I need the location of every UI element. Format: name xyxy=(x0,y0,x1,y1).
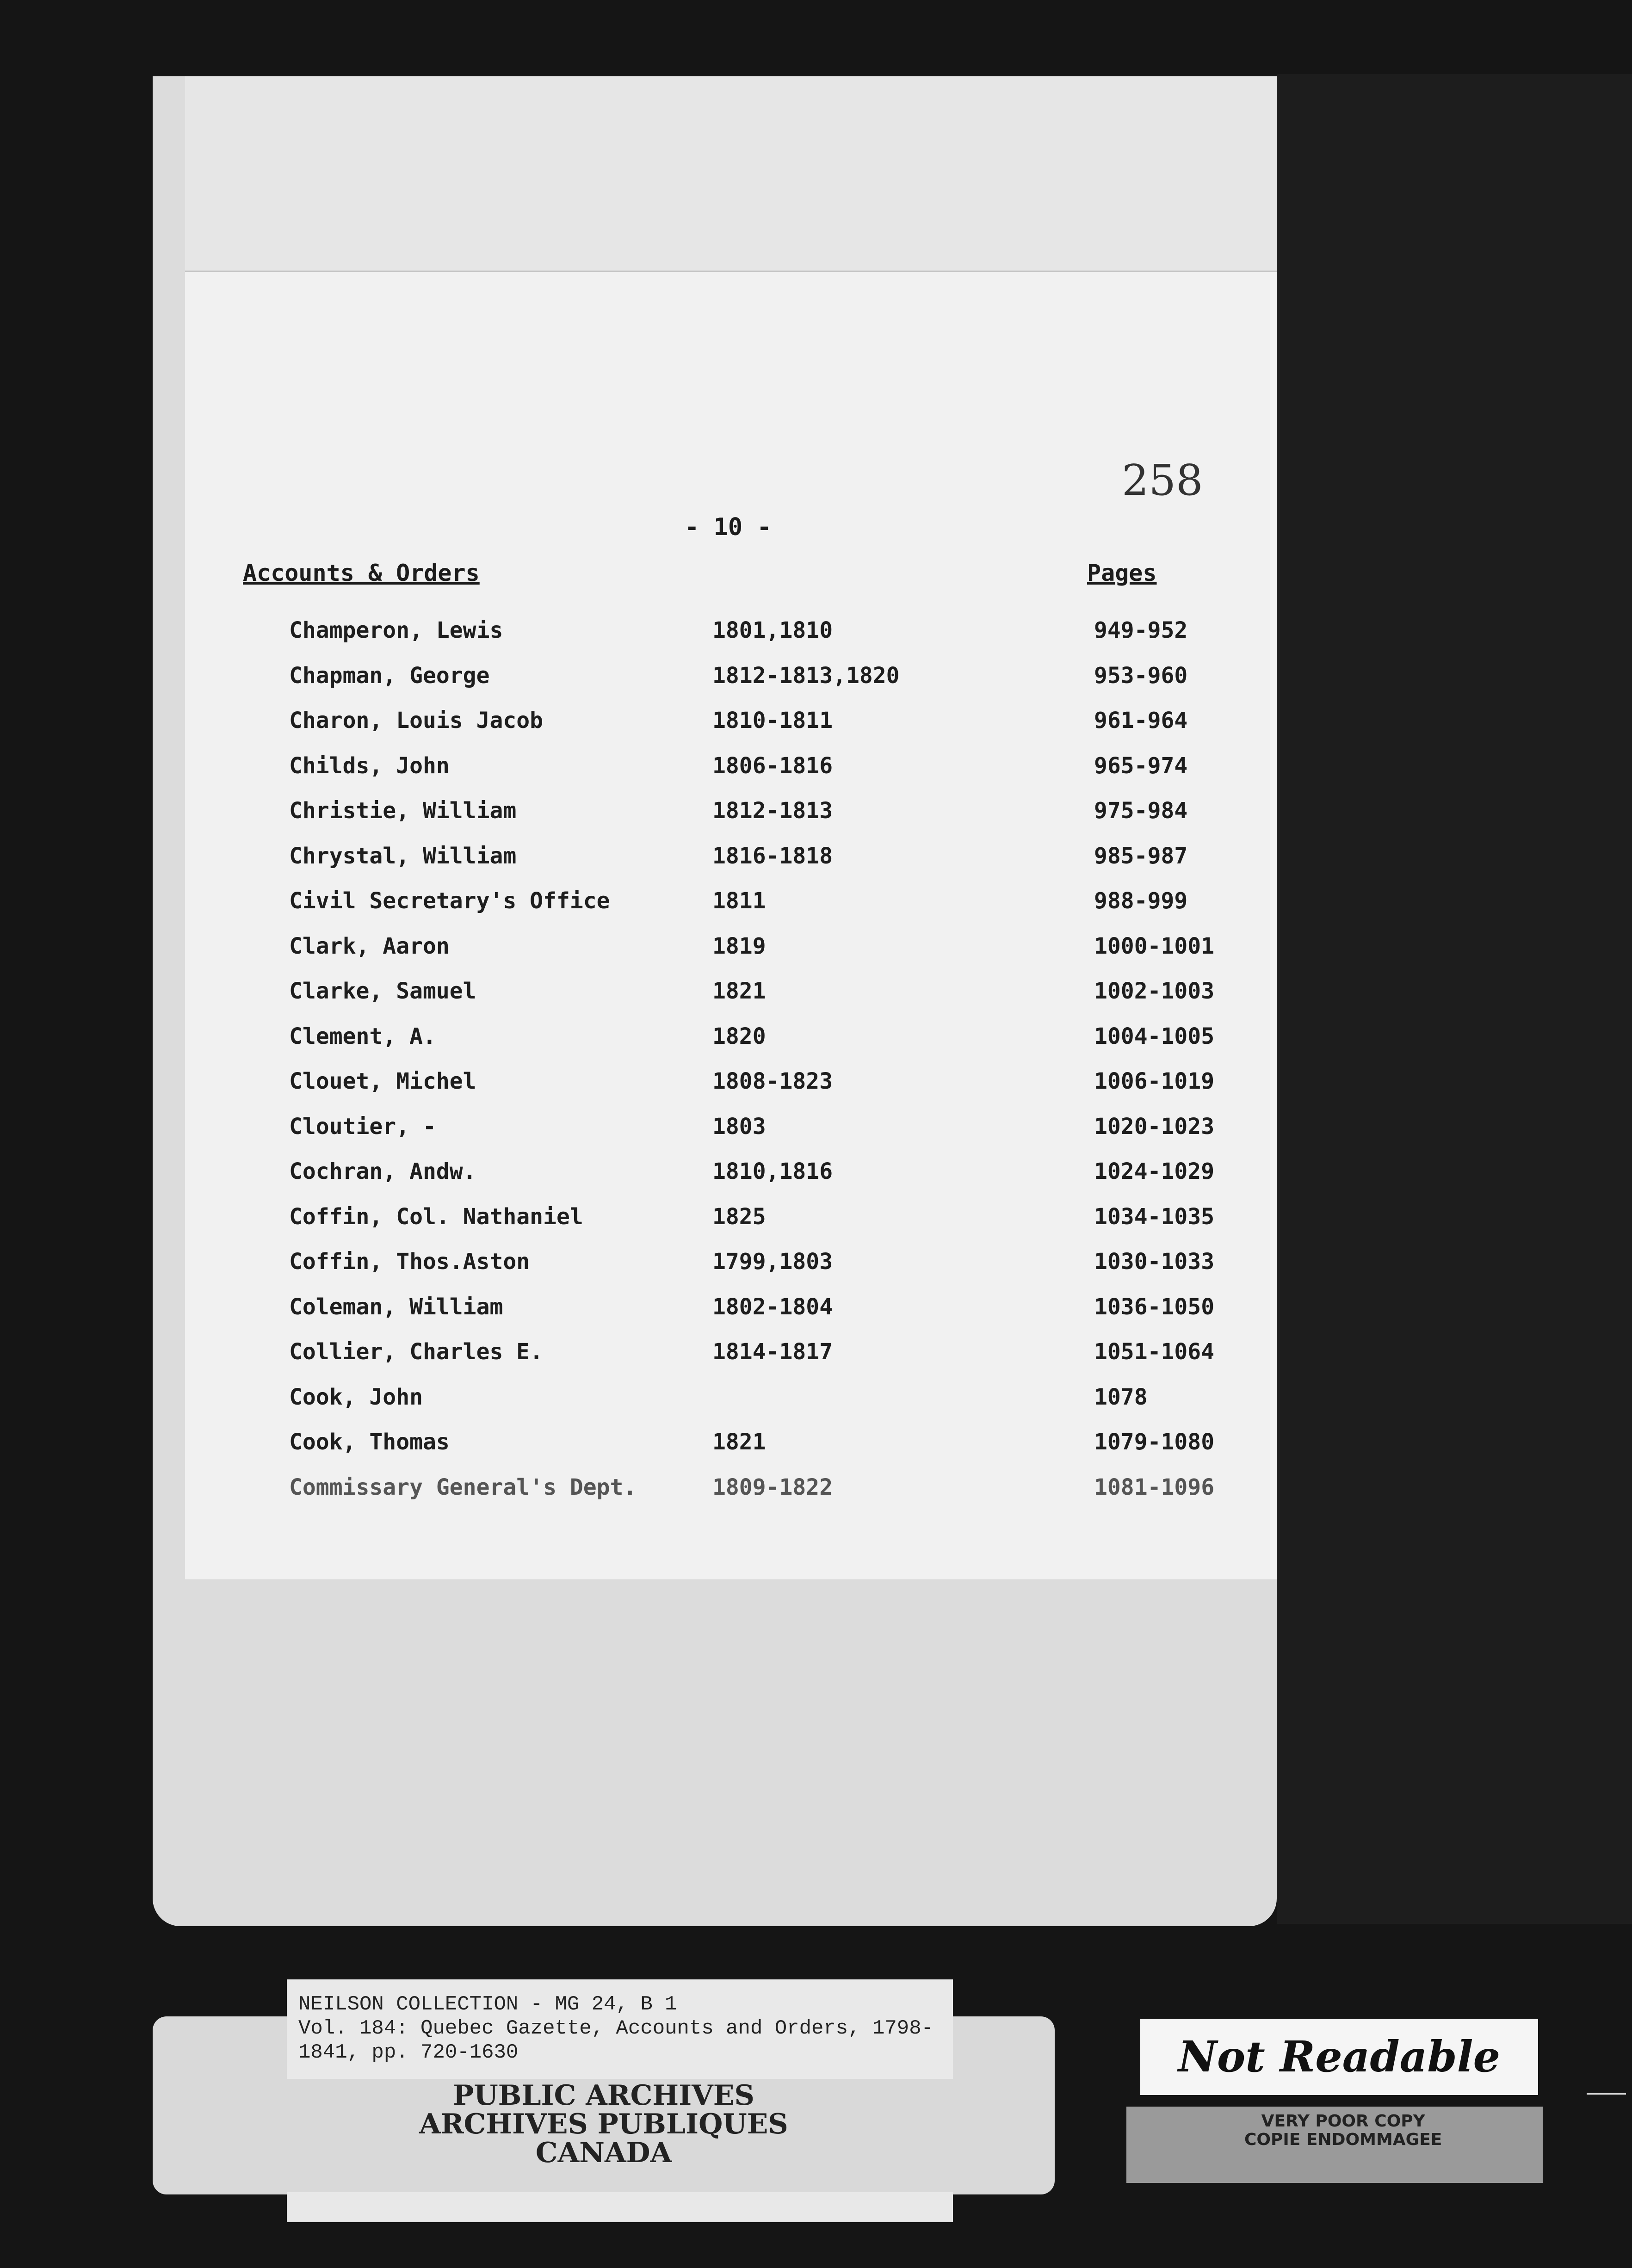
entry-name: Coffin, Thos.Aston xyxy=(289,1249,530,1275)
list-item xyxy=(185,798,1277,843)
entry-years: 1801,1810 xyxy=(712,617,833,643)
entry-pages: 949-952 xyxy=(1094,617,1188,643)
folio-number: 258 xyxy=(1122,456,1203,505)
entry-pages: 975-984 xyxy=(1094,798,1188,824)
list-item xyxy=(185,1023,1277,1069)
entry-pages: 1002-1003 xyxy=(1094,978,1215,1004)
list-item xyxy=(185,1249,1277,1294)
entry-pages: 1004-1005 xyxy=(1094,1023,1215,1049)
entry-years: 1803 xyxy=(712,1113,766,1140)
list-item xyxy=(185,1294,1277,1339)
entry-years: 1806-1816 xyxy=(712,752,833,779)
entry-years: 1814-1817 xyxy=(712,1339,833,1365)
entry-pages: 988-999 xyxy=(1094,888,1188,914)
list-item xyxy=(185,888,1277,933)
entry-name: Clement, A. xyxy=(289,1023,436,1049)
entry-years: 1825 xyxy=(712,1203,766,1230)
entry-years: 1820 xyxy=(712,1023,766,1049)
entry-years: 1811 xyxy=(712,888,766,914)
entry-pages: 965-974 xyxy=(1094,752,1188,779)
entry-name: Civil Secretary's Office xyxy=(289,888,610,914)
archives-line-1: PUBLIC ARCHIVES xyxy=(453,2079,754,2112)
list-item xyxy=(185,1204,1277,1249)
entry-name: Clark, Aaron xyxy=(289,933,450,959)
archives-line-3: CANADA xyxy=(535,2137,672,2169)
list-item xyxy=(185,663,1277,708)
list-item xyxy=(185,708,1277,753)
entry-pages: 1036-1050 xyxy=(1094,1294,1215,1320)
list-item xyxy=(185,1068,1277,1114)
list-item xyxy=(185,1159,1277,1204)
list-item xyxy=(185,1474,1277,1520)
entry-pages: 961-964 xyxy=(1094,708,1188,733)
entry-years: 1802-1804 xyxy=(712,1294,833,1320)
entries-list xyxy=(185,617,1277,1519)
entry-name: Collier, Charles E. xyxy=(289,1339,544,1365)
entry-name: Cook, Thomas xyxy=(289,1429,450,1455)
poor-copy-line-2: COPIE ENDOMMAGEE xyxy=(1244,2130,1442,2149)
entry-pages: 1030-1033 xyxy=(1094,1249,1215,1275)
entry-years: 1821 xyxy=(712,1429,766,1455)
edge-mark xyxy=(1587,2093,1626,2095)
list-item xyxy=(185,753,1277,798)
entry-pages: 1034-1035 xyxy=(1094,1203,1215,1230)
entry-name: Cook, John xyxy=(289,1384,423,1410)
poor-copy-line-1: VERY POOR COPY xyxy=(1261,2112,1425,2131)
entry-pages: 1081-1096 xyxy=(1094,1474,1215,1500)
entry-pages: 1024-1029 xyxy=(1094,1159,1215,1184)
entry-years: 1810,1816 xyxy=(712,1159,833,1184)
pages-heading: Pages xyxy=(1087,560,1157,586)
list-item xyxy=(185,843,1277,888)
entry-years: 1812-1813,1820 xyxy=(712,662,900,689)
list-item xyxy=(185,1384,1277,1430)
entry-pages: 985-987 xyxy=(1094,843,1188,869)
list-item xyxy=(185,1429,1277,1474)
list-item xyxy=(185,1114,1277,1159)
poor-copy-stamp xyxy=(1126,2107,1543,2183)
entry-years: 1808-1823 xyxy=(712,1068,833,1094)
entry-name: Coffin, Col. Nathaniel xyxy=(289,1203,583,1230)
entry-pages: 1000-1001 xyxy=(1094,933,1215,959)
entry-name: Christie, William xyxy=(289,798,517,824)
list-item xyxy=(185,933,1277,979)
entry-pages: 953-960 xyxy=(1094,662,1188,689)
collection-label xyxy=(287,1979,953,2079)
entry-pages: 1020-1023 xyxy=(1094,1113,1215,1140)
entry-years: 1819 xyxy=(712,933,766,959)
entry-years: 1812-1813 xyxy=(712,798,833,824)
archives-line-2: ARCHIVES PUBLIQUES xyxy=(419,2108,788,2140)
entry-pages: 1078 xyxy=(1094,1384,1148,1410)
entry-name: Clarke, Samuel xyxy=(289,978,476,1004)
entry-years: 1821 xyxy=(712,978,766,1004)
list-item xyxy=(185,617,1277,663)
entry-years: 1809-1822 xyxy=(712,1474,833,1500)
entry-name: Coleman, William xyxy=(289,1294,503,1320)
entry-name: Cloutier, - xyxy=(289,1113,436,1140)
film-background xyxy=(1277,74,1632,1924)
not-readable-stamp: Not Readable xyxy=(1140,2019,1538,2095)
entry-years: 1799,1803 xyxy=(712,1249,833,1275)
entry-years: 1810-1811 xyxy=(712,708,833,733)
page-number: - 10 - xyxy=(685,513,772,541)
entry-name: Childs, John xyxy=(289,752,450,779)
entry-name: Charon, Louis Jacob xyxy=(289,708,544,733)
entry-name: Chrystal, William xyxy=(289,843,517,869)
document-page xyxy=(185,76,1277,1579)
page-fold xyxy=(185,76,1277,272)
list-item xyxy=(185,1339,1277,1384)
entry-name: Cochran, Andw. xyxy=(289,1159,476,1184)
entry-years: 1816-1818 xyxy=(712,843,833,869)
collection-line-1: NEILSON COLLECTION - MG 24, B 1 xyxy=(298,1993,677,2016)
entry-name: Clouet, Michel xyxy=(289,1068,476,1094)
entry-name: Commissary General's Dept. xyxy=(289,1474,637,1500)
collection-line-2: Vol. 184: Quebec Gazette, Accounts and Orders, 1798- xyxy=(298,2017,934,2040)
section-heading: Accounts & Orders xyxy=(243,560,480,586)
entry-pages: 1006-1019 xyxy=(1094,1068,1215,1094)
collection-line-3: 1841, pp. 720-1630 xyxy=(298,2041,519,2064)
entry-name: Chapman, George xyxy=(289,662,490,689)
entry-pages: 1079-1080 xyxy=(1094,1429,1215,1455)
archives-label-strip xyxy=(287,2192,953,2222)
entry-name: Champeron, Lewis xyxy=(289,617,503,643)
entry-pages: 1051-1064 xyxy=(1094,1339,1215,1365)
list-item xyxy=(185,978,1277,1023)
